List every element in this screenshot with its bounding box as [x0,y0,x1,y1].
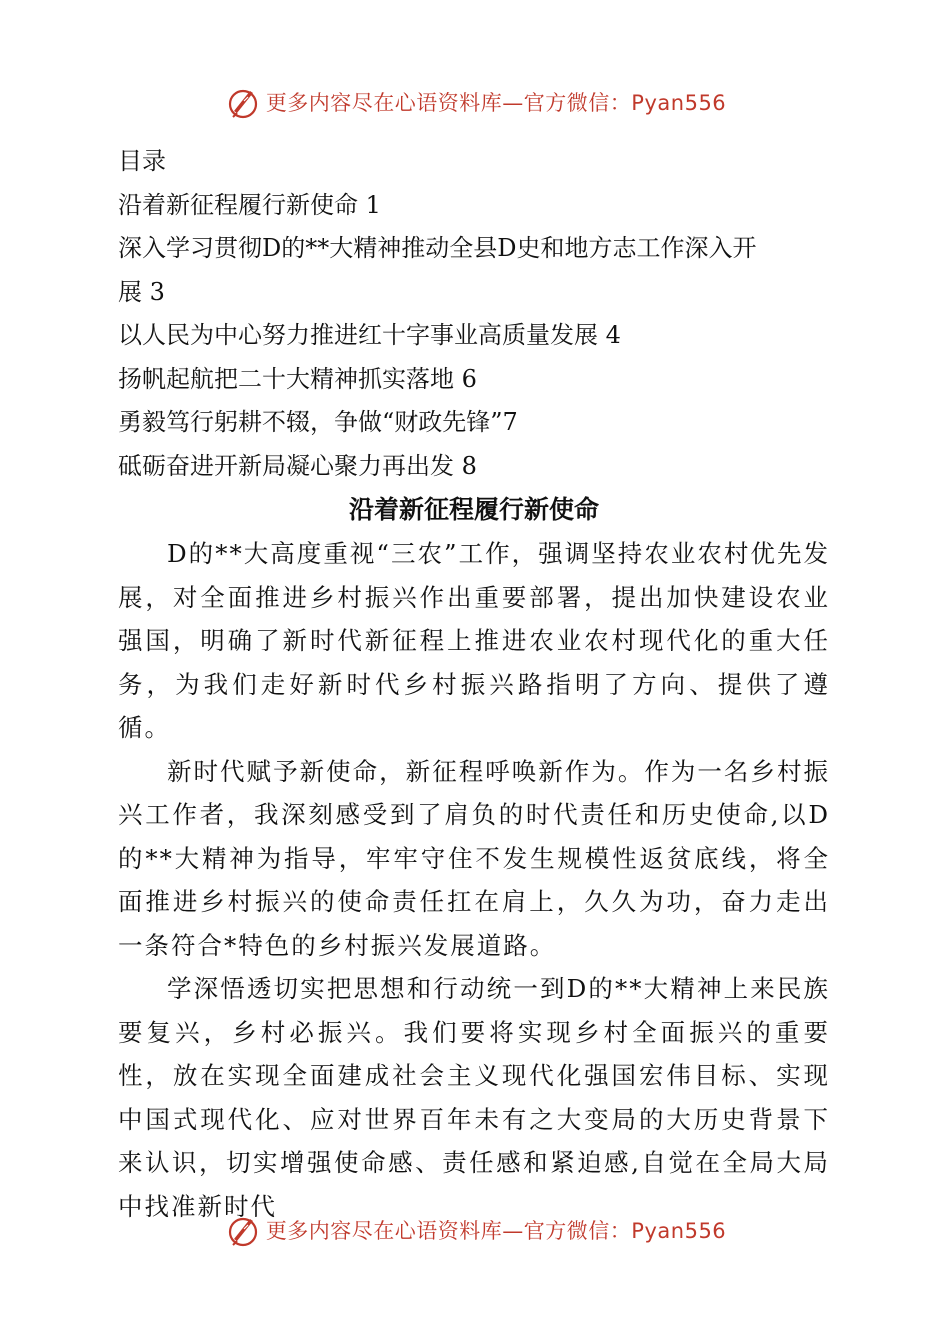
article-paragraph: D的**大高度重视“三农”工作，强调坚持农业农村优先发展，对全面推进乡村振兴作出重要部署，提出加快建设农业强国，明确了新时代新征程上推进农业农村现代化的重大任务，为我们走好新时代乡村振兴路指明了方向、提供了遵循。 [118,539,830,742]
footer-banner [0,1208,950,1252]
quill-logo-icon [224,83,262,121]
toc-item: 扬帆起航把二十大精神抓实落地 6 [118,364,477,393]
toc-item: 深入学习贯彻D的**大精神推动全县D史和地方志工作深入开 [118,234,757,262]
quill-logo-icon [224,1211,262,1249]
toc-heading: 目录 [118,147,166,175]
header-banner-text: 更多内容尽在心语资料库—官方微信：Pyan556 [265,91,727,115]
toc-item: 沿着新征程履行新使命 1 [118,190,381,219]
toc-item: 勇毅笃行躬耕不辍，争做“财政先锋”7 [118,408,518,436]
document-body [118,140,830,1228]
footer-banner-text: 更多内容尽在心语资料库—官方微信：Pyan556 [265,1219,727,1243]
toc-item: 砥砺奋进开新局凝心聚力再出发 8 [118,451,477,480]
article-title: 沿着新征程履行新使命 [348,495,599,524]
header-banner [0,80,950,124]
toc-item: 以人民为中心努力推进红十字事业高质量发展 4 [118,321,621,349]
toc-item: 展 3 [118,277,165,306]
article-paragraph: 学深悟透切实把思想和行动统一到D的**大精神上来民族要复兴，乡村必振兴。我们要将实现乡村全面振兴的重要性，放在实现全面建成社会主义现代化强国宏伟目标、实现中国式现代化、应对世界百年未有之大变局的大历史背景下来认识，切实增强使命感、责任感和紧迫感,自觉在全局大局中找准新时代 [118,974,830,1221]
article-paragraph: 新时代赋予新使命，新征程呼唤新作为。作为一名乡村振兴工作者，我深刻感受到了肩负的时代责任和历史使命,以D的**大精神为指导，牢牢守住不发生规模性返贫底线，将全面推进乡村振兴的使命责任扛在肩上，久久为功，奋力走出一条符合*特色的乡村振兴发展道路。 [118,756,830,960]
